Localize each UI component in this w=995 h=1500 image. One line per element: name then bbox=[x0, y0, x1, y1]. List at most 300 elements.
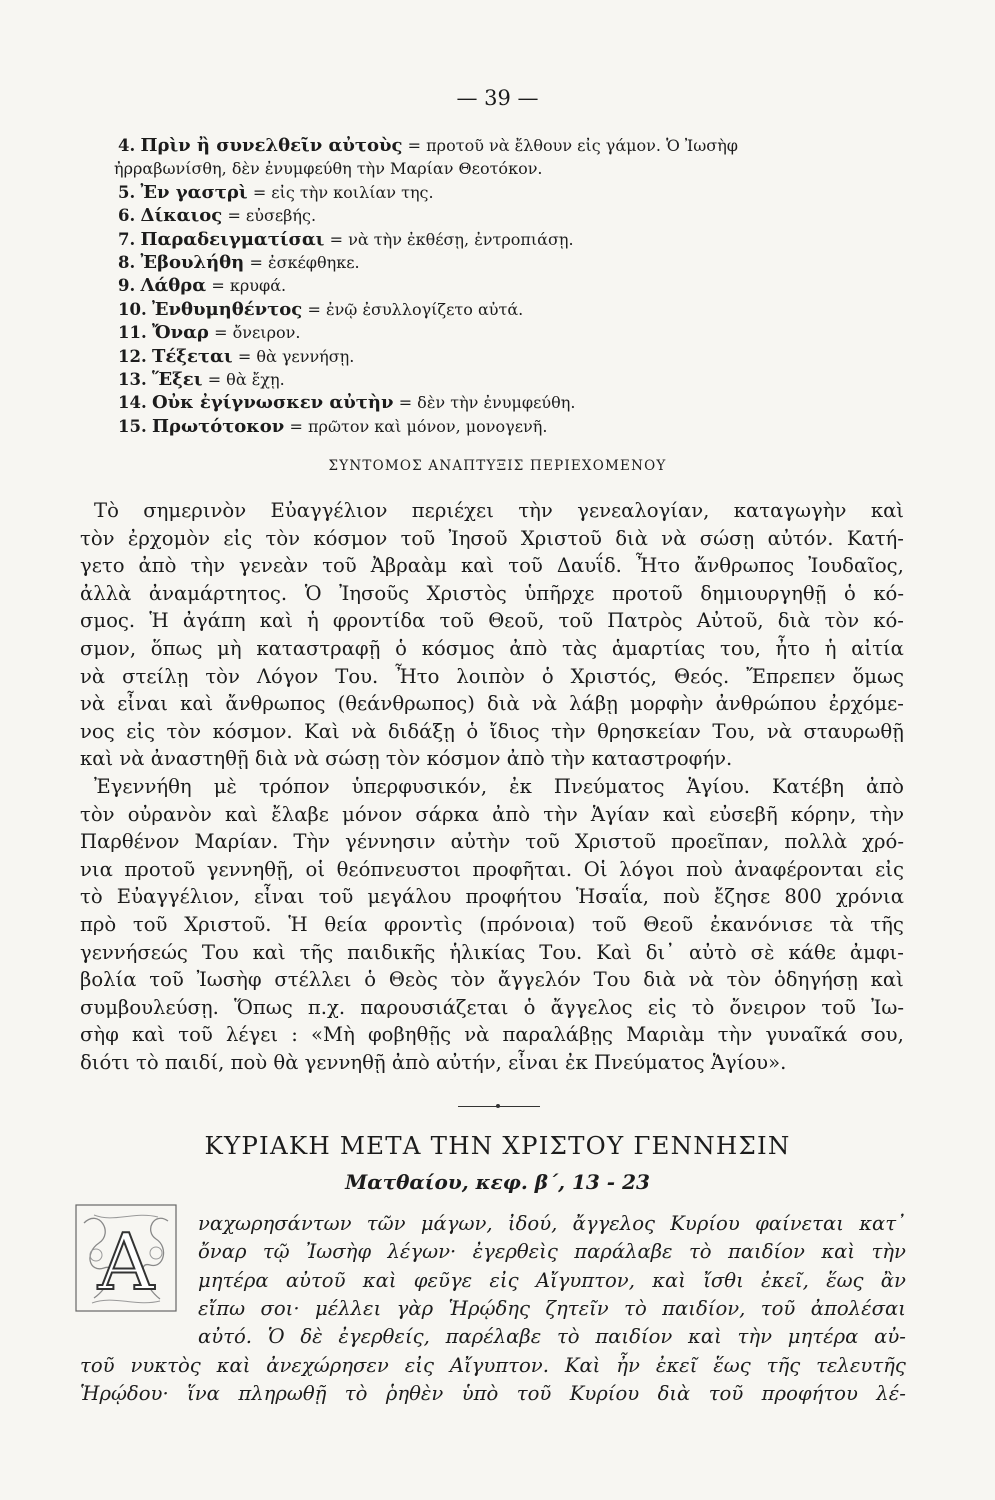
text-line bbox=[80, 607, 904, 635]
word: καταστραφῇ bbox=[256, 636, 381, 660]
word: ἐγερθεὶς bbox=[472, 1240, 558, 1264]
word: τῆς bbox=[299, 940, 334, 964]
exposition-text bbox=[80, 497, 904, 1076]
word: καὶ bbox=[870, 968, 904, 992]
word: Ἁγίου. bbox=[686, 774, 751, 798]
word: ἔλαβε bbox=[271, 802, 329, 826]
word: στέλλει bbox=[274, 968, 352, 992]
text-line-content bbox=[80, 911, 904, 939]
word: σὴφ bbox=[80, 1023, 119, 1047]
word: γενεαλογίαν, bbox=[577, 499, 710, 522]
text-line-content bbox=[80, 1352, 906, 1380]
word: εἰς bbox=[875, 857, 904, 881]
word: τὸν bbox=[80, 802, 115, 826]
word: ὁ bbox=[466, 719, 479, 743]
word: τοῦ bbox=[558, 609, 594, 633]
word: παραλάβῃς bbox=[502, 1023, 614, 1047]
word: Χριστός, bbox=[570, 664, 658, 688]
word: ἰδού, bbox=[507, 1212, 558, 1235]
word: ἐρχομὸν bbox=[127, 526, 211, 550]
text-line bbox=[80, 911, 904, 939]
word: (πρόνοια) bbox=[479, 912, 576, 936]
word: Κυρίου bbox=[670, 1212, 740, 1235]
glossary-number: 4. bbox=[118, 136, 136, 155]
word: ἐγερθείς, bbox=[338, 1325, 430, 1349]
word: ζητεῖν bbox=[545, 1296, 609, 1320]
word: Πατρὸς bbox=[607, 609, 683, 633]
word: λέ- bbox=[876, 1382, 906, 1406]
word: Χριστοῦ bbox=[520, 526, 602, 550]
word: ἡλικίας bbox=[449, 940, 526, 964]
word: τὴν bbox=[543, 802, 578, 826]
word: ἀπὸ bbox=[138, 554, 177, 578]
word: κόσμον. bbox=[212, 719, 293, 743]
text-line bbox=[80, 773, 904, 801]
word: οἱ bbox=[305, 857, 326, 881]
word: σημερινὸν bbox=[143, 499, 247, 522]
text-line bbox=[80, 801, 904, 829]
word: εἰς bbox=[223, 526, 253, 550]
word: διδάξῃ bbox=[387, 719, 455, 743]
word: καὶ bbox=[259, 609, 293, 633]
word: νὰ bbox=[351, 719, 377, 743]
word: ἄγγελος bbox=[572, 1212, 655, 1235]
word: βολία bbox=[80, 968, 137, 992]
section-divider bbox=[458, 1106, 540, 1107]
word: Θεὸς bbox=[388, 968, 438, 992]
glossary-definition: = ὄνειρον. bbox=[214, 323, 301, 343]
word: ποὺ bbox=[663, 885, 700, 909]
word: Ἰωσὴφ bbox=[196, 968, 262, 992]
word: οὐρανὸν bbox=[127, 802, 212, 826]
glossary-number: 9. bbox=[118, 276, 136, 296]
word: τὸ bbox=[344, 1382, 368, 1406]
word: καὶ bbox=[821, 1240, 856, 1264]
word: π.χ. bbox=[307, 995, 346, 1019]
text-line bbox=[80, 883, 904, 911]
word: ὑπερφυσικόν, bbox=[351, 774, 488, 798]
word: καὶ bbox=[252, 940, 286, 964]
word: Ὁ bbox=[267, 1325, 285, 1349]
word: τὰ bbox=[829, 912, 854, 936]
word: Ἡ bbox=[149, 609, 169, 633]
word: γετο bbox=[80, 554, 125, 578]
glossary-term: Λάθρα bbox=[140, 275, 207, 297]
word: γέννησιν bbox=[345, 830, 436, 854]
word: ἴδιος bbox=[489, 719, 540, 743]
glossary-number: 13. bbox=[118, 370, 147, 390]
text-line bbox=[198, 1267, 906, 1295]
word: τὴν bbox=[551, 719, 586, 743]
word: μορφὴν bbox=[630, 692, 704, 716]
word: αὐτόν. bbox=[767, 526, 834, 550]
word: καὶ bbox=[131, 1023, 166, 1047]
glossary-item bbox=[118, 204, 908, 227]
text-line bbox=[80, 718, 904, 746]
word: προτοῦ bbox=[124, 857, 196, 881]
word: μόνον bbox=[342, 802, 403, 826]
glossary-term: Ἕξει bbox=[151, 369, 203, 391]
glossary-number: 7. bbox=[118, 229, 136, 249]
word: τὸν bbox=[166, 719, 202, 743]
word: διὰ bbox=[615, 526, 648, 550]
word: εἶναι bbox=[117, 692, 168, 716]
text-line bbox=[198, 1295, 906, 1323]
word: «Μὴ bbox=[311, 1023, 355, 1047]
word: θεόπνευστοι bbox=[336, 857, 461, 881]
text-line-content bbox=[80, 939, 904, 967]
word: μεγάλου bbox=[367, 885, 452, 909]
word: νια bbox=[80, 857, 113, 881]
word: τοῦ bbox=[592, 912, 627, 936]
word: ὅπως bbox=[150, 636, 203, 660]
word: γὰρ bbox=[396, 1296, 434, 1320]
word: καὶ bbox=[180, 692, 214, 716]
word: Ἐγεννήθη bbox=[94, 774, 192, 798]
text-line bbox=[80, 966, 904, 994]
text-line-content: διότι τὸ παιδί, ποὺ θὰ γεννηθῇ ἀπὸ αὐτήν, εἶναι ἐκ Πνεύματος Ἁγίου». bbox=[80, 1050, 787, 1074]
glossary-number: 12. bbox=[118, 346, 147, 366]
word: ὅμως bbox=[852, 664, 904, 688]
glossary-definition: = ἐνῷ ἐσυλλογίζετο αὐτά. bbox=[307, 299, 524, 319]
word: Κατή- bbox=[846, 526, 904, 550]
word: κόρην, bbox=[790, 802, 857, 826]
word: τὸν bbox=[265, 526, 301, 550]
word: Θεοῦ bbox=[643, 912, 694, 936]
word: καὶ bbox=[216, 1354, 251, 1377]
word: ἔζησε bbox=[713, 885, 771, 909]
glossary-definition: = κρυφά. bbox=[211, 276, 287, 296]
text-line bbox=[80, 1049, 904, 1077]
word: Παρθένον bbox=[80, 830, 180, 854]
word: μητέρα bbox=[787, 1325, 859, 1349]
word: μὴ bbox=[217, 636, 242, 660]
word: τοῦ bbox=[516, 1382, 552, 1406]
text-line-content bbox=[94, 497, 904, 525]
word: ἕως bbox=[826, 1268, 864, 1292]
word: παρουσιάζεται bbox=[360, 995, 509, 1019]
word: διὰ bbox=[643, 968, 676, 992]
text-line-content bbox=[198, 1323, 906, 1351]
word: θρησκείαν bbox=[597, 719, 701, 743]
word: Ἡσαΐα, bbox=[575, 885, 650, 909]
text-line-content bbox=[80, 801, 904, 829]
glossary-continuation: ἠρραβωνίσθη, δὲν ἐνυμφεύθη τὴν Μαρίαν Θεοτόκον. bbox=[114, 159, 543, 179]
text-line-content bbox=[80, 635, 904, 663]
word: προφήτου bbox=[465, 885, 562, 909]
word: τὸ bbox=[556, 1325, 580, 1349]
word: δὲ bbox=[300, 1325, 323, 1349]
word: ἂν bbox=[880, 1268, 906, 1292]
word: προεῖπαν, bbox=[671, 830, 770, 854]
word: Ἰωσὴφ bbox=[306, 1240, 372, 1264]
text-line bbox=[80, 745, 904, 773]
word: σοι· bbox=[260, 1296, 300, 1320]
word: εἶναι bbox=[253, 885, 305, 909]
word: τὴν bbox=[518, 499, 553, 522]
word: σμον, bbox=[80, 636, 137, 660]
word: λόγοι bbox=[619, 857, 675, 881]
word: Μαρίαν. bbox=[194, 830, 279, 854]
text-line-content bbox=[80, 580, 904, 608]
glossary-term: Τέξεται bbox=[151, 345, 233, 367]
word: τῷ bbox=[262, 1240, 290, 1264]
word: τοῦ bbox=[178, 1023, 213, 1047]
word: ὁ bbox=[395, 636, 407, 660]
word: Του. bbox=[335, 664, 379, 688]
glossary-number: 15. bbox=[118, 416, 147, 436]
word: ἀναφέρονται bbox=[734, 857, 864, 881]
word: ἐκεῖ, bbox=[761, 1268, 809, 1292]
text-line bbox=[198, 1210, 906, 1238]
word: καὶ bbox=[870, 499, 904, 522]
glossary-item bbox=[118, 251, 908, 274]
word: ἀνεχώρησεν bbox=[266, 1354, 389, 1377]
word: λοιπὸν bbox=[456, 664, 525, 688]
word: καὶ bbox=[362, 1268, 397, 1292]
word: ὑπὸ bbox=[461, 1382, 499, 1406]
word: γεννήσεώς bbox=[80, 940, 188, 964]
word: λάβῃ bbox=[569, 692, 618, 716]
word: μάγων, bbox=[420, 1212, 493, 1235]
text-line bbox=[80, 552, 904, 580]
gospel-reading-full bbox=[80, 1352, 906, 1409]
text-line-content bbox=[198, 1210, 906, 1238]
word: πρὸ bbox=[80, 912, 117, 936]
word: τὸν bbox=[450, 968, 486, 992]
glossary-item bbox=[118, 274, 908, 297]
text-line bbox=[80, 580, 904, 608]
text-line bbox=[80, 690, 904, 718]
word: τοῦ bbox=[708, 1382, 744, 1406]
word: αὐ- bbox=[874, 1325, 906, 1349]
word: προφῆται. bbox=[472, 857, 573, 881]
word: (θεάνθρωπος) bbox=[337, 692, 475, 716]
word: Αἴγυπτον. bbox=[449, 1354, 549, 1377]
word: του, bbox=[720, 636, 761, 660]
ornamental-drop-cap-icon bbox=[74, 1203, 178, 1313]
word: κόσμον bbox=[313, 526, 388, 550]
word: κατ᾽ bbox=[859, 1212, 906, 1235]
text-line-content bbox=[80, 883, 904, 911]
word: ὑπῆρχε bbox=[524, 581, 595, 605]
word: Του bbox=[201, 940, 239, 964]
word: νὰ bbox=[464, 1023, 490, 1047]
word: Δαυΐδ. bbox=[556, 554, 622, 578]
word: ναχωρησάντων bbox=[198, 1212, 352, 1235]
word: Θεός. bbox=[674, 664, 730, 688]
word: περιέχει bbox=[411, 499, 494, 522]
word: τοῦ bbox=[508, 554, 543, 578]
text-line-content bbox=[94, 773, 904, 801]
text-line-content bbox=[80, 552, 904, 580]
word: μὲ bbox=[213, 774, 237, 798]
word: Ἰησοῦς bbox=[339, 581, 410, 605]
word: ὄνειρον bbox=[729, 995, 807, 1019]
text-line bbox=[80, 1352, 906, 1380]
gospel-reference: Ματθαίου, κεφ. β΄, 13 - 23 bbox=[345, 1170, 650, 1194]
glossary-definition: = πρῶτον καὶ μόνον, μονογενῆ. bbox=[289, 416, 548, 436]
word: κό- bbox=[873, 581, 904, 605]
word: σου, bbox=[860, 1023, 904, 1047]
word: πληρωθῇ bbox=[238, 1382, 327, 1406]
word: γυναῖκά bbox=[765, 1023, 848, 1047]
word: τὸ bbox=[624, 1296, 647, 1320]
text-line bbox=[80, 1021, 904, 1049]
text-line-content: καὶ νὰ ἀναστηθῇ διὰ νὰ σώσῃ τὸν κόσμον ἀπὸ τὴν καταστροφήν. bbox=[80, 747, 733, 771]
text-line bbox=[198, 1323, 906, 1351]
word: τὴν bbox=[869, 802, 904, 826]
word: Ὅπως bbox=[234, 995, 293, 1019]
word: Τὸ bbox=[94, 499, 119, 522]
word: τοῦ bbox=[318, 885, 354, 909]
glossary-term: Ὄναρ bbox=[151, 322, 209, 344]
glossary-term: Παραδειγματίσαι bbox=[140, 228, 325, 250]
word: σμος. bbox=[80, 609, 136, 633]
word: τὸν bbox=[726, 968, 762, 992]
word: Λόγον bbox=[256, 664, 319, 688]
word: γενεὰν bbox=[239, 554, 309, 578]
word: καταγωγὴν bbox=[733, 499, 847, 522]
word: διὰ bbox=[657, 1382, 691, 1406]
word: Αὐτοῦ, bbox=[696, 609, 764, 633]
sunday-title: ΚΥΡΙΑΚΗ ΜΕΤΑ ΤΗΝ ΧΡΙΣΤΟΥ ΓΕΝΝΗΣΙΝ bbox=[204, 1131, 791, 1160]
glossary-definition: = δὲν τὴν ἐνυμφεύθη. bbox=[398, 393, 576, 413]
word: Του bbox=[593, 968, 631, 992]
word: τὰς bbox=[562, 636, 598, 660]
word: ἀνθρώπου bbox=[715, 692, 817, 716]
word: εἴπω bbox=[198, 1296, 246, 1320]
text-line bbox=[198, 1238, 906, 1266]
word: εὐσεβῆ bbox=[709, 802, 778, 826]
word: Μαριὰμ bbox=[626, 1023, 705, 1047]
glossary-number: 14. bbox=[118, 393, 147, 413]
word: τὴν bbox=[717, 1023, 753, 1047]
text-line bbox=[80, 856, 904, 884]
word: παρέλαβε bbox=[445, 1325, 542, 1349]
glossary-definition: = ἐσκέφθηκε. bbox=[249, 253, 360, 273]
word: Κατέβη bbox=[772, 774, 844, 798]
text-line bbox=[80, 525, 904, 553]
word: μητέρα bbox=[198, 1268, 269, 1292]
word: ἡ bbox=[824, 636, 837, 660]
word: ἀγάπη bbox=[182, 609, 246, 633]
word: τὴν bbox=[871, 1240, 906, 1264]
word: νὰ bbox=[80, 692, 106, 716]
glossary-number: 11. bbox=[118, 323, 147, 343]
word: σάρκα bbox=[415, 802, 480, 826]
glossary-item bbox=[118, 391, 908, 414]
word: παιδίον bbox=[727, 1240, 805, 1264]
word: τὸ bbox=[80, 885, 103, 909]
gospel-reading-indented bbox=[198, 1210, 906, 1351]
text-line-content bbox=[80, 607, 904, 635]
word: ἀπὸ bbox=[509, 636, 548, 660]
word: ὁ bbox=[523, 995, 536, 1019]
word: Ἁγίαν bbox=[590, 802, 650, 826]
word: ὁ bbox=[364, 968, 377, 992]
word: ἵνα bbox=[187, 1382, 220, 1406]
word: φεῦγε bbox=[413, 1268, 473, 1292]
word: αὐτὸ bbox=[688, 940, 737, 964]
word: μέλλει bbox=[314, 1296, 382, 1320]
word: τοῦ bbox=[400, 526, 436, 550]
glossary-item bbox=[118, 181, 908, 204]
word: συμβουλεύσῃ. bbox=[80, 995, 219, 1019]
word: ἐκεῖ bbox=[655, 1354, 698, 1377]
word: Εὐαγγέλιον, bbox=[116, 885, 240, 909]
text-line-content bbox=[80, 856, 904, 884]
word: τὸν bbox=[80, 526, 115, 550]
glossary-term: Πρωτότοκον bbox=[151, 415, 285, 437]
word: τὴν bbox=[737, 1325, 773, 1349]
word: ἐκ bbox=[509, 774, 532, 798]
word: ῥηθὲν bbox=[385, 1382, 444, 1406]
word: Καὶ bbox=[304, 719, 340, 743]
word: καὶ bbox=[688, 1325, 722, 1349]
word: φαίνεται bbox=[755, 1212, 844, 1235]
word: πολλὰ bbox=[784, 830, 848, 854]
word: σώσῃ bbox=[699, 526, 755, 550]
word: παιδικῆς bbox=[347, 940, 436, 964]
word: τὴν bbox=[190, 554, 225, 578]
word: ἕως bbox=[713, 1354, 751, 1377]
glossary-term: Δίκαιος bbox=[140, 205, 223, 227]
word: Ἡρῴδου· bbox=[80, 1382, 169, 1406]
text-line bbox=[80, 635, 904, 663]
word: Πνεύματος bbox=[553, 774, 665, 798]
word: τοῦ bbox=[132, 912, 168, 936]
word: τοῦ bbox=[525, 830, 560, 854]
text-line bbox=[80, 1380, 906, 1408]
word: ἐκανόνισε bbox=[709, 912, 813, 936]
glossary-definition: = θὰ ἔχῃ. bbox=[207, 370, 285, 390]
word: ἁμαρτίας bbox=[611, 636, 706, 660]
word: αὐτό. bbox=[198, 1325, 253, 1349]
glossary-definition-continued bbox=[114, 157, 908, 180]
word: Θεοῦ, bbox=[488, 609, 545, 633]
word: παράλαβε bbox=[574, 1240, 673, 1264]
word: Χριστοῦ. bbox=[184, 912, 272, 936]
word: κάθε bbox=[788, 940, 836, 964]
drop-cap-letter: Α bbox=[97, 1218, 155, 1308]
word: Ἰησοῦ bbox=[448, 526, 508, 550]
word: φοβηθῇς bbox=[367, 1023, 452, 1047]
word: Ἡρῴδης bbox=[448, 1296, 530, 1320]
glossary-definition: = νὰ τὴν ἐκθέσῃ, ἐντροπιάσῃ. bbox=[329, 229, 574, 249]
word: νὰ bbox=[688, 968, 714, 992]
word: νὰ bbox=[661, 526, 687, 550]
word: προφήτου bbox=[761, 1382, 858, 1406]
text-line-content bbox=[80, 966, 904, 994]
word: δημιουργηθῇ bbox=[700, 581, 827, 605]
section-heading: ΣΥΝΤΟΜΟΣ ΑΝΑΠΤΥΞΙΣ ΠΕΡΙΕΧΟΜΕΝΟΥ bbox=[328, 458, 667, 474]
word: ἦν bbox=[616, 1354, 640, 1377]
text-line-content bbox=[80, 663, 904, 691]
word: ἀναμάρτητος. bbox=[148, 581, 288, 605]
glossary-definition: = εἰς τὴν κοιλίαν της. bbox=[252, 182, 434, 202]
word: στείλῃ bbox=[122, 664, 189, 688]
text-line-content bbox=[198, 1295, 906, 1323]
word: τοῦ bbox=[439, 609, 475, 633]
glossary-item bbox=[118, 134, 908, 157]
word: κό- bbox=[873, 609, 904, 633]
word: τρόπον bbox=[258, 774, 330, 798]
word: Καὶ bbox=[564, 1354, 601, 1377]
word: ἀλλὰ bbox=[80, 581, 132, 605]
word: διὰ bbox=[487, 692, 520, 716]
word: τελευτῆς bbox=[816, 1354, 906, 1377]
